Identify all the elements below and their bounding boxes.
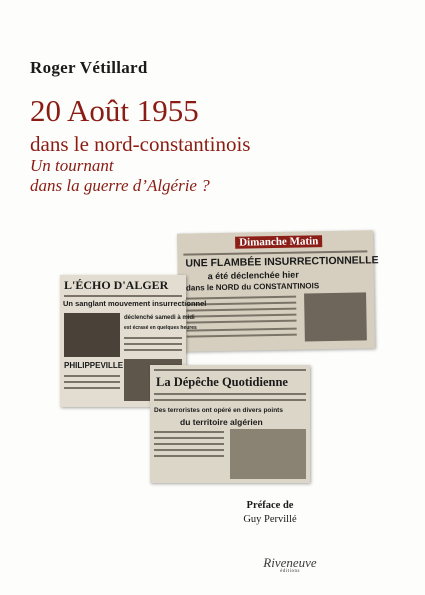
clipping-headline: PHILIPPEVILLE [64, 361, 124, 370]
clipping-headline: UNE FLAMBÉE INSURRECTIONNELLE [185, 254, 379, 270]
clipping-headline: Des terroristes ont opéré en divers points [154, 407, 283, 414]
clipping-photo [304, 292, 367, 341]
clipping-masthead: La Dépêche Quotidienne [156, 375, 288, 389]
publisher-tag: éditions [280, 569, 300, 574]
publisher-name: Riveneuve [263, 555, 317, 570]
preface-author: Guy Pervillé [243, 514, 297, 525]
book-title: 20 Août 1955 [30, 93, 199, 128]
clipping-masthead: Dimanche Matin [235, 235, 322, 249]
clipping-headline: du territoire algérien [180, 417, 263, 427]
author-name: Roger Vétillard [30, 58, 148, 77]
clipping-headline: a été déclenchée hier [207, 269, 299, 282]
book-subtitle-line1: Un tournant [30, 156, 114, 175]
publisher-logo [255, 557, 325, 574]
clipping-headline: est écrasé en quelques heures [124, 325, 197, 331]
clipping-headline: dans le NORD du CONSTANTINOIS [185, 281, 320, 293]
newspaper-clipping-dimanche-matin [177, 230, 379, 351]
clipping-photo [64, 313, 120, 357]
clipping-photo [230, 429, 306, 479]
book-title-sub: dans le nord-constantinois [30, 132, 251, 156]
preface-label: Préface de [246, 500, 294, 511]
clipping-headline: déclenché samedi à midi [124, 315, 195, 321]
book-subtitle-line2: dans la guerre d’Algérie ? [30, 176, 210, 195]
preface-credit [200, 499, 340, 527]
clipping-headline: Un sanglant mouvement insurrectionnel [63, 299, 207, 308]
title-block [30, 94, 410, 196]
clipping-masthead: L'ÉCHO D'ALGER [64, 278, 169, 292]
newspaper-clipping-depeche-quotidienne [150, 365, 310, 483]
